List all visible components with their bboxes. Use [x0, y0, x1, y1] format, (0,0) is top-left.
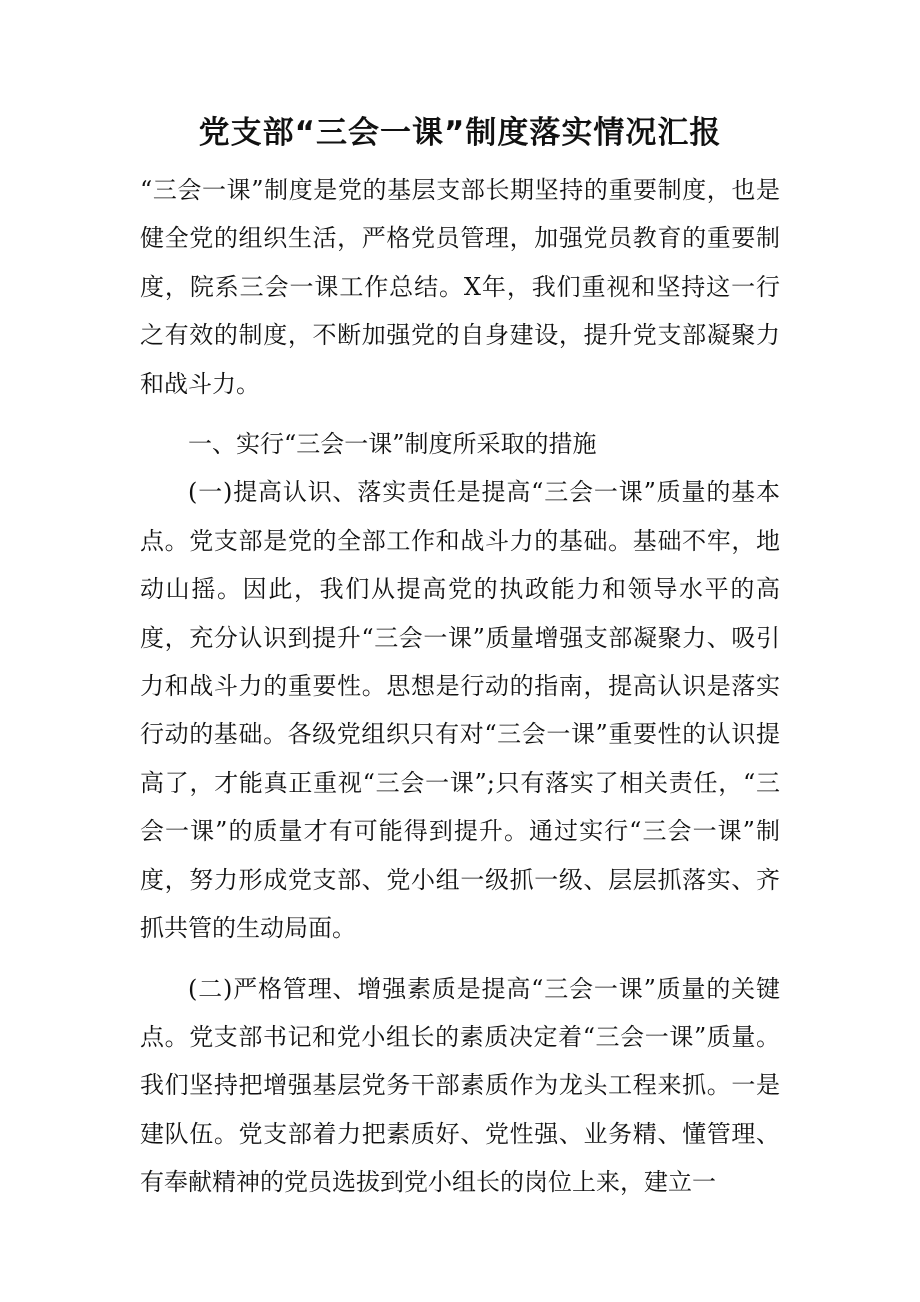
document-title: 党支部“三会一课”制度落实情况汇报	[198, 115, 722, 151]
document-body	[140, 166, 780, 1207]
subsection-paragraph-2: (二)严格管理、增强素质是提高“三会一课”质量的关键点。党支部书记和党小组长的素质决定着“三会一课”质量。我们坚持把增强基层党务干部素质作为龙头工程来抓。一是建队伍。党支部着力把素质好、党性强、业务精、懂管理、有奉献精神的党员选拔到党小组长的岗位上来，建立一	[140, 974, 780, 1197]
section-heading: 一、实行“三会一课”制度所采取的措施	[188, 430, 597, 459]
intro-paragraph: “三会一课”制度是党的基层支部长期坚持的重要制度，也是健全党的组织生活，严格党员管理，加强党员教育的重要制度，院系三会一课工作总结。X年，我们重视和坚持这一行之有效的制度，不断加强党的自身建设，提升党支部凝聚力和战斗力。	[140, 176, 780, 398]
subsection-paragraph-1: (一)提高认识、落实责任是提高“三会一课”质量的基本点。党支部是党的全部工作和战斗力的基础。基础不牢，地动山摇。因此，我们从提高党的执政能力和领导水平的高度，充分认识到提升“三会一课”质量增强支部凝聚力、吸引力和战斗力的重要性。思想是行动的指南，提高认识是落实行动的基础。各级党组织只有对“三会一课”重要性的认识提高了，才能真正重视“三会一课”;只有落实了相关责任，“三会一课”的质量才有可能得到提升。通过实行“三会一课”制度，努力形成党支部、党小组一级抓一级、层层抓落实、齐抓共管的生动局面。	[140, 478, 780, 943]
